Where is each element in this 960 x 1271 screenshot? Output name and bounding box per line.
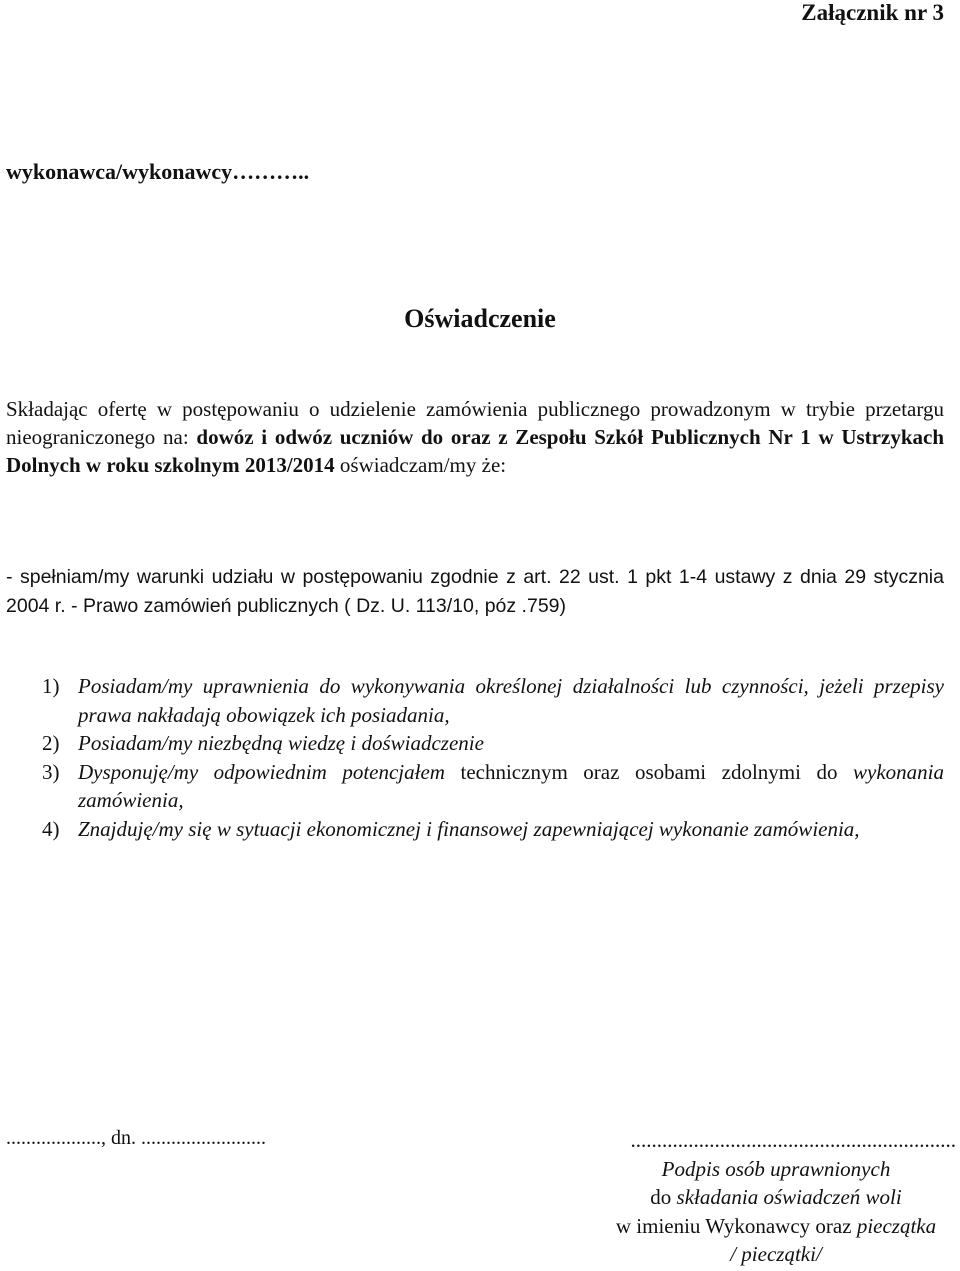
annex-label: Załącznik nr 3 [801, 0, 944, 25]
signature-line-3-italic: pieczątka [856, 1213, 937, 1238]
signature-line-1: Podpis osób uprawnionych [661, 1156, 891, 1181]
list-item-normal-text: technicznym oraz osobami zdolnymi do [444, 759, 838, 784]
list-item-number: 4) [42, 816, 60, 841]
signature-line-2-normal: do [650, 1185, 677, 1209]
list-item [42, 758, 944, 815]
place-date-line: ..................., dn. ......................... [6, 1127, 266, 1149]
intro-paragraph [6, 395, 944, 479]
list-item-italic-text: Posiadam/my uprawnienia do wykonywania określonej działalności lub czynności, jeżeli przepisy prawa nakładają obowiązek ich posiadania, [78, 674, 944, 727]
intro-subject: dowóz i odwóz uczniów do oraz z Zespołu Szkół Publicznych Nr 1 w Ustrzykach Dolnych w roku szkolnym 2013/2014 [6, 425, 944, 477]
list-item-number: 3) [42, 759, 60, 784]
list-item [42, 672, 944, 729]
list-item [42, 815, 944, 844]
list-item-text [78, 672, 944, 729]
document-title: Oświadczenie [404, 304, 556, 333]
signature-dots: .............................................................. [630, 1128, 956, 1152]
list-item-number: 2) [42, 731, 60, 755]
list-item-italic-text: Posiadam/my niezbędną wiedzę i doświadczenie [78, 731, 484, 755]
signature-line-3-normal: w imieniu Wykonawcy oraz [615, 1213, 857, 1238]
list-item [42, 729, 944, 758]
list-item-italic-text: Znajduję/my się w sytuacji ekonomicznej i finansowej zapewniającej wykonanie zamówienia, [78, 816, 860, 841]
signature-line-2-italic: składania oświadczeń woli [676, 1185, 902, 1209]
intro-text-end: oświadczam/my że: [334, 453, 507, 477]
list-item-italic-text-2: wykonania zamówienia, [78, 759, 944, 812]
declaration-list [42, 672, 944, 843]
list-item-number: 1) [42, 674, 60, 698]
intro-text-start: Składając ofertę w postępowaniu o udzielenie zamówienia publicznego prowadzonym w trybie przetargu nieograniczonego na: [6, 397, 944, 449]
signature-line-4: / pieczątki/ [730, 1242, 822, 1266]
list-item-text [78, 729, 944, 758]
contractor-label: wykonawca/wykonawcy……….. [6, 159, 310, 184]
list-item-text [78, 758, 944, 815]
condition-paragraph: - spełniam/my warunki udziału w postępowaniu zgodnie z art. 22 ust. 1 pkt 1-4 ustawy z dnia 29 stycznia 2004 r. - Prawo zamówień publicznych ( Dz. U. 113/10, póz .759) [6, 566, 944, 617]
signature-block [596, 1126, 956, 1269]
signature-line-3 [596, 1212, 956, 1241]
list-item-italic-text: Dysponuję/my odpowiednim potencjałem [78, 759, 445, 784]
signature-line-2 [596, 1183, 956, 1212]
list-item-text [78, 815, 944, 844]
